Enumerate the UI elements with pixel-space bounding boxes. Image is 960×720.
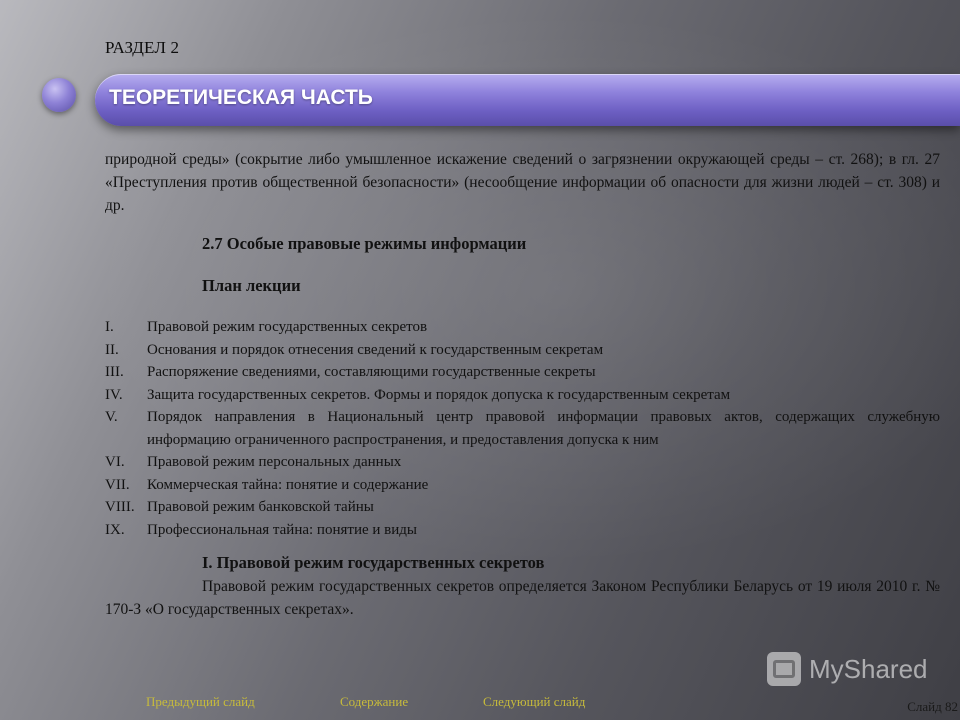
- list-number: IV.: [105, 386, 123, 403]
- title-bar: [95, 74, 960, 126]
- plan-list: [105, 316, 940, 541]
- list-number: II.: [105, 341, 119, 358]
- list-item: [105, 316, 940, 339]
- list-text: Коммерческая тайна: понятие и содержание: [147, 476, 429, 493]
- section-heading: I. Правовой режим государственных секретов: [202, 553, 545, 572]
- watermark-logo: [767, 652, 928, 686]
- list-text: Правовой режим банковской тайны: [147, 499, 374, 515]
- list-text: Правовой режим государственных секретов: [147, 319, 428, 335]
- list-text: Профессиональная тайна: понятие и виды: [147, 521, 417, 538]
- watermark-text: MyShared: [809, 653, 928, 684]
- contents-link[interactable]: Содержание: [340, 694, 409, 709]
- plan-heading: План лекции: [202, 276, 301, 295]
- list-number: III.: [105, 364, 124, 380]
- title-bullet: [42, 78, 76, 112]
- slide-content: [105, 148, 940, 621]
- subheading: 2.7 Особые правовые режимы информации: [202, 234, 527, 253]
- prev-slide-link[interactable]: Предыдущий слайд: [146, 694, 255, 709]
- list-item: [105, 474, 940, 497]
- list-text: Защита государственных секретов. Формы и порядок допуска к государственным секретам: [147, 386, 731, 403]
- list-number: V.: [105, 409, 118, 425]
- list-item: [105, 519, 940, 542]
- list-item: [105, 451, 940, 474]
- list-number: VII.: [105, 476, 130, 493]
- list-number: VI.: [105, 454, 125, 470]
- list-text: Порядок направления в Национальный центр правовой информации правовых актов, содержащих служебную информацию ограниченного распространения, и предоставления допуска к ним: [147, 409, 940, 448]
- list-number: IX.: [105, 521, 125, 538]
- next-slide-link[interactable]: Следующий слайд: [483, 694, 586, 709]
- slide-number: Слайд 82: [907, 699, 958, 714]
- list-item: [105, 384, 940, 407]
- list-item: [105, 339, 940, 362]
- list-item: [105, 406, 940, 451]
- presentation-icon: [767, 652, 801, 686]
- list-number: I.: [105, 319, 114, 335]
- list-item: [105, 496, 940, 519]
- list-text: Распоряжение сведениями, составляющими государственные секреты: [147, 364, 596, 380]
- page-title: ТЕОРЕТИЧЕСКАЯ ЧАСТЬ: [109, 86, 373, 109]
- list-text: Основания и порядок отнесения сведений к государственным секретам: [147, 341, 604, 358]
- list-item: [105, 361, 940, 384]
- list-number: VIII.: [105, 499, 135, 515]
- list-text: Правовой режим персональных данных: [147, 454, 402, 470]
- intro-paragraph: природной среды» (сокрытие либо умышленное искажение сведений о загрязнении окружающей среды – ст. 268); в гл. 27 «Преступления против общественной безопасности» (несообщение информации об опасности для жизни людей – ст. 308) и др.: [105, 151, 940, 214]
- section-paragraph: Правовой режим государственных секретов определяется Законом Республики Беларусь от 19 июля 2010 г. № 170-З «О государственных секретах».: [105, 578, 940, 618]
- section-label: РАЗДЕЛ 2: [105, 38, 180, 57]
